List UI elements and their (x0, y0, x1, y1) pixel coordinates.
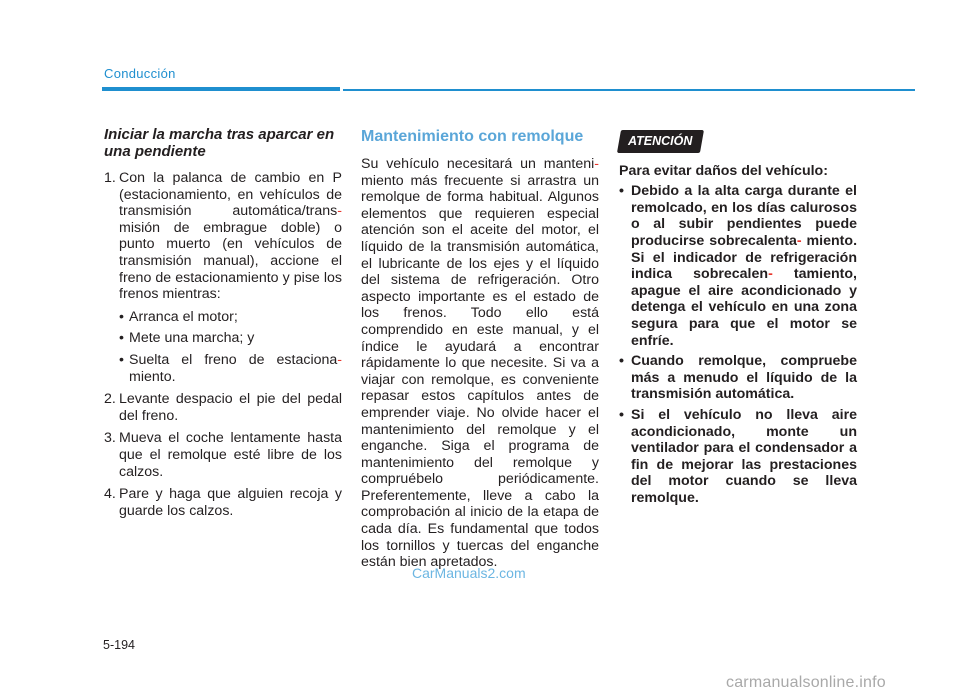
caution-badge: ATENCIÓN (617, 130, 704, 153)
step-3: 3. Mueva el coche lentamente hasta que el remolque esté libre de los calzos. (104, 430, 342, 480)
step-text: Pare y haga que alguien recoja y guarde los calzos. (119, 486, 342, 519)
step-1 (104, 170, 342, 385)
section-title: Conducción (104, 66, 176, 81)
subheading-start-on-slope: Iniciar la marcha tras aparcar en una pendiente (104, 126, 335, 160)
column-right (619, 130, 857, 510)
step-text: Con la palanca de cambio en P (estacionamiento, en vehículos de transmisión automática/trans- misión de embrague doble) o punto muerto (en vehículos de transmisión manual), accione el freno de estacionamiento y pise los frenos mientras: (119, 170, 342, 303)
step-text: Levante despacio el pie del pedal del freno. (119, 391, 342, 424)
sub-bullet: • Mete una marcha; y (119, 330, 255, 347)
column-left (104, 126, 342, 525)
caution-intro: Para evitar daños del vehículo: (619, 162, 828, 179)
caution-item: • Debido a la alta carga durante el remolcado, en los días calurosos o al subir pendientes puede producirse sobrecalenta- miento. Si el indicador de refrigeración indica sobrecalen- tamiento, apague el aire acondicionado y detenga el vehículo en una zona segura para que el motor se enfríe. (619, 183, 858, 349)
sub-bullets (119, 309, 342, 385)
maintenance-paragraph: Su vehículo necesitará un manteni- miento más frecuente si arrastra un remolque de forma habitual. Algunos elementos que requieren especial atención son el aceite del motor, el líquido de la transmisión automática, el lubricante de los ejes y el líquido del sistema de refrigeración. Otro aspecto importante es el estado de los frenos. Todo ello está comprendido en este manual, y el índice le ayudará a encontrar rápidamente lo que necesite. Si va a viajar con remolque, es conveniente repasar estos capítulos antes de emprender viaje. No olvide hacer el mantenimiento del remolque y el enganche. Siga el programa de mantenimiento del remolque y compruébelo periódicamente. Preferentemente, lleve a cabo la comprobación al inicio de la etapa de cada día. Es fundamental que todos los tornillos y tuercas del enganche están bien apretados. (361, 156, 599, 571)
column-middle (361, 126, 599, 571)
step-text: Mueva el coche lentamente hasta que el remolque esté libre de los calzos. (119, 430, 342, 480)
sub-bullet: • Suelta el freno de estaciona- miento. (119, 351, 342, 385)
step-2: 2. Levante despacio el pie del pedal del freno. (104, 391, 342, 424)
watermark-link-corner[interactable]: carmanualsonline.info (726, 674, 886, 691)
heading-trailer-maintenance: Mantenimiento con remolque (361, 128, 584, 145)
step-number: 1. (104, 170, 116, 186)
caution-item: • Si el vehículo no lleva aire acondicionado, monte un ventilador para el condensador a fin de mejorar las prestaciones del motor cuando se lleva remolque. (619, 406, 857, 506)
header-rule-thick (102, 87, 340, 91)
caution-item: • Cuando remolque, compruebe más a menudo el líquido de la transmisión automática. (619, 353, 857, 403)
steps-list (104, 170, 342, 519)
caution-list (619, 183, 857, 506)
sub-bullet: • Arranca el motor; (119, 308, 238, 325)
page-number: 5-194 (103, 638, 135, 652)
step-4: 4. Pare y haga que alguien recoja y guarde los calzos. (104, 486, 342, 519)
header-rule-thin (343, 89, 915, 91)
watermark-link-center[interactable]: CarManuals2.com (412, 565, 526, 581)
